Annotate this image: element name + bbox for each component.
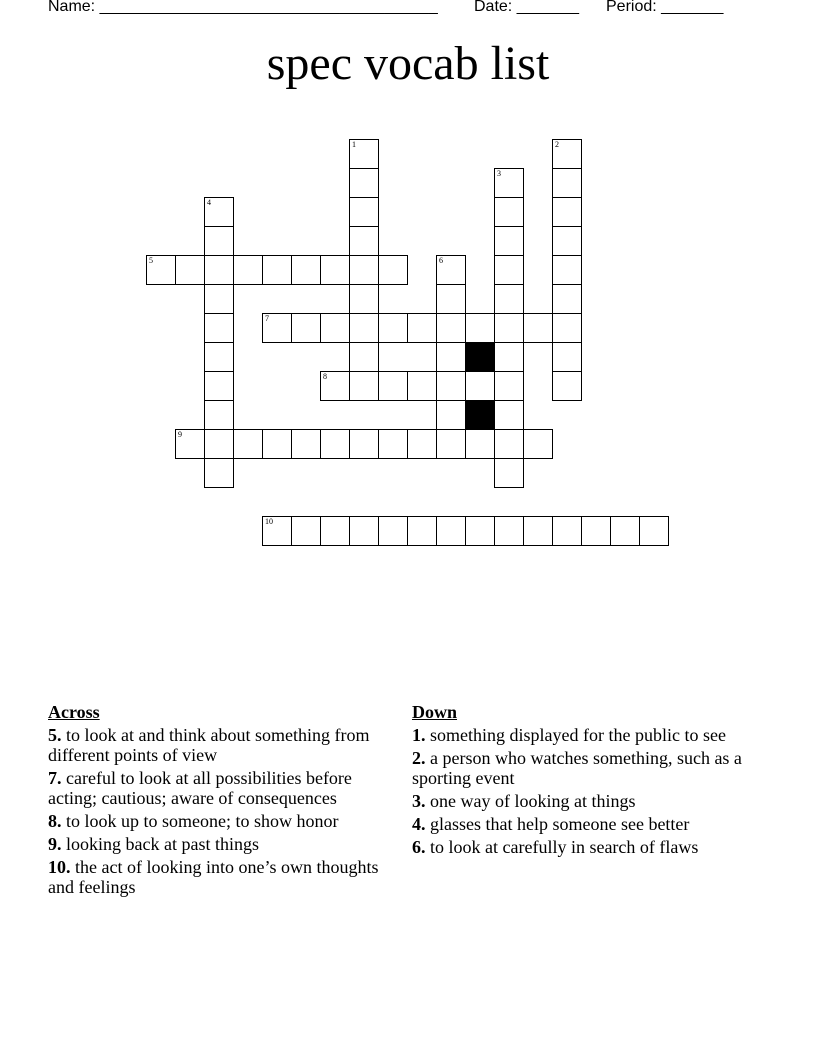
grid-cell[interactable] — [204, 400, 234, 430]
grid-cell[interactable] — [378, 255, 408, 285]
page-title: spec vocab list — [266, 37, 550, 90]
grid-cell[interactable] — [204, 458, 234, 488]
grid-cell[interactable] — [320, 313, 350, 343]
grid-cell[interactable] — [494, 400, 524, 430]
grid-cell[interactable] — [436, 255, 466, 285]
grid-cell[interactable] — [233, 429, 263, 459]
grid-cell[interactable] — [552, 168, 582, 198]
grid-cell[interactable] — [552, 197, 582, 227]
down-clue — [412, 748, 752, 788]
clue-number: 8. — [48, 811, 62, 831]
grid-cell[interactable] — [349, 197, 379, 227]
clue-text: to look up to someone; to show honor — [66, 811, 339, 831]
grid-cell[interactable] — [378, 516, 408, 546]
clue-text: one way of looking at things — [430, 791, 636, 811]
clue-number-label: 7 — [265, 314, 269, 323]
clue-number-label: 4 — [207, 198, 211, 207]
grid-cell[interactable] — [581, 516, 611, 546]
across-clue — [48, 725, 388, 765]
grid-cell[interactable] — [204, 313, 234, 343]
grid-cell[interactable] — [204, 342, 234, 372]
clue-number: 1. — [412, 725, 426, 745]
down-clue — [412, 791, 752, 811]
grid-cell[interactable] — [349, 168, 379, 198]
clue-number-label: 10 — [265, 517, 273, 526]
down-heading: Down — [412, 702, 458, 722]
grid-cell[interactable] — [349, 429, 379, 459]
grid-cell[interactable] — [349, 313, 379, 343]
across-clues — [48, 702, 388, 900]
down-clue — [412, 725, 752, 745]
grid-cell[interactable] — [204, 371, 234, 401]
grid-cell[interactable] — [494, 255, 524, 285]
clue-number: 5. — [48, 725, 62, 745]
grid-cell[interactable] — [407, 516, 437, 546]
grid-cell[interactable] — [291, 313, 321, 343]
grid-cell[interactable] — [349, 139, 379, 169]
grid-cell[interactable] — [465, 371, 495, 401]
grid-block-cell — [465, 400, 495, 430]
across-heading: Across — [48, 702, 100, 722]
grid-cell[interactable] — [378, 313, 408, 343]
grid-cell[interactable] — [610, 516, 640, 546]
grid-cell[interactable] — [639, 516, 669, 546]
grid-cell[interactable] — [291, 255, 321, 285]
grid-cell[interactable] — [204, 284, 234, 314]
clue-text: a person who watches something, such as a sporting event — [412, 748, 742, 788]
grid-cell[interactable] — [349, 226, 379, 256]
across-clue — [48, 834, 388, 854]
grid-cell[interactable] — [349, 284, 379, 314]
grid-cell[interactable] — [552, 371, 582, 401]
grid-cell[interactable] — [407, 371, 437, 401]
grid-cell[interactable] — [494, 342, 524, 372]
grid-cell[interactable] — [552, 255, 582, 285]
grid-cell[interactable] — [291, 429, 321, 459]
grid-cell[interactable] — [378, 371, 408, 401]
grid-cell[interactable] — [436, 313, 466, 343]
clue-number: 3. — [412, 791, 426, 811]
grid-cell[interactable] — [233, 255, 263, 285]
clue-number-label: 6 — [439, 256, 443, 265]
grid-cell[interactable] — [349, 516, 379, 546]
grid-cell[interactable] — [349, 342, 379, 372]
grid-cell[interactable] — [436, 400, 466, 430]
grid-cell[interactable] — [523, 429, 553, 459]
grid-cell[interactable] — [436, 429, 466, 459]
clue-number-label: 9 — [178, 430, 182, 439]
grid-cell[interactable] — [552, 139, 582, 169]
grid-cell[interactable] — [494, 313, 524, 343]
grid-cell[interactable] — [436, 342, 466, 372]
clue-text: glasses that help someone see better — [430, 814, 690, 834]
grid-cell[interactable] — [494, 197, 524, 227]
grid-cell[interactable] — [262, 516, 292, 546]
grid-cell[interactable] — [407, 313, 437, 343]
grid-cell[interactable] — [494, 284, 524, 314]
grid-cell[interactable] — [320, 371, 350, 401]
grid-cell[interactable] — [204, 197, 234, 227]
clue-number-label: 1 — [352, 140, 356, 149]
clue-text: careful to look at all possibilities before acting; cautious; aware of consequences — [48, 768, 352, 808]
clue-text: looking back at past things — [66, 834, 259, 854]
grid-cell[interactable] — [262, 313, 292, 343]
grid-cell[interactable] — [349, 255, 379, 285]
date-field[interactable]: Date: _______ — [474, 0, 579, 15]
grid-cell[interactable] — [175, 255, 205, 285]
grid-cell[interactable] — [436, 371, 466, 401]
across-clue — [48, 768, 388, 808]
grid-cell[interactable] — [146, 255, 176, 285]
grid-cell[interactable] — [494, 226, 524, 256]
clue-text: to look at carefully in search of flaws — [430, 837, 699, 857]
grid-cell[interactable] — [552, 226, 582, 256]
grid-block-cell — [465, 342, 495, 372]
clue-text: the act of looking into one’s own thoughts and feelings — [48, 857, 379, 897]
clue-number-label: 5 — [149, 256, 153, 265]
grid-cell[interactable] — [262, 429, 292, 459]
down-clues — [412, 702, 752, 860]
grid-cell[interactable] — [204, 226, 234, 256]
grid-cell[interactable] — [349, 371, 379, 401]
grid-cell[interactable] — [494, 371, 524, 401]
grid-cell[interactable] — [204, 255, 234, 285]
grid-cell[interactable] — [465, 516, 495, 546]
grid-cell[interactable] — [407, 429, 437, 459]
grid-cell[interactable] — [291, 516, 321, 546]
grid-cell[interactable] — [523, 313, 553, 343]
grid-cell[interactable] — [552, 313, 582, 343]
name-field[interactable]: Name: ______________________________________ — [48, 0, 438, 15]
down-clue — [412, 837, 752, 857]
clue-number: 9. — [48, 834, 62, 854]
clue-number-label: 2 — [555, 140, 559, 149]
grid-cell[interactable] — [494, 429, 524, 459]
grid-cell[interactable] — [552, 516, 582, 546]
grid-cell[interactable] — [494, 458, 524, 488]
grid-cell[interactable] — [378, 429, 408, 459]
grid-cell[interactable] — [552, 342, 582, 372]
clue-number: 2. — [412, 748, 426, 768]
clue-number-label: 3 — [497, 169, 501, 178]
grid-cell[interactable] — [465, 429, 495, 459]
grid-cell[interactable] — [436, 284, 466, 314]
grid-cell[interactable] — [494, 516, 524, 546]
grid-cell[interactable] — [320, 255, 350, 285]
grid-cell[interactable] — [320, 429, 350, 459]
clue-number-label: 8 — [323, 372, 327, 381]
clue-number: 10. — [48, 857, 71, 877]
grid-cell[interactable] — [320, 516, 350, 546]
clue-text: something displayed for the public to see — [430, 725, 726, 745]
grid-cell[interactable] — [175, 429, 205, 459]
grid-cell[interactable] — [523, 516, 553, 546]
grid-cell[interactable] — [465, 313, 495, 343]
grid-cell[interactable] — [262, 255, 292, 285]
clue-number: 7. — [48, 768, 62, 788]
down-clue — [412, 814, 752, 834]
grid-cell[interactable] — [204, 429, 234, 459]
across-clue — [48, 811, 388, 831]
clue-number: 6. — [412, 837, 426, 857]
clue-number: 4. — [412, 814, 426, 834]
clue-text: to look at and think about something from different points of view — [48, 725, 370, 765]
grid-cell[interactable] — [494, 168, 524, 198]
period-field[interactable]: Period: _______ — [606, 0, 724, 15]
across-clue — [48, 857, 388, 897]
grid-cell[interactable] — [552, 284, 582, 314]
grid-cell[interactable] — [436, 516, 466, 546]
